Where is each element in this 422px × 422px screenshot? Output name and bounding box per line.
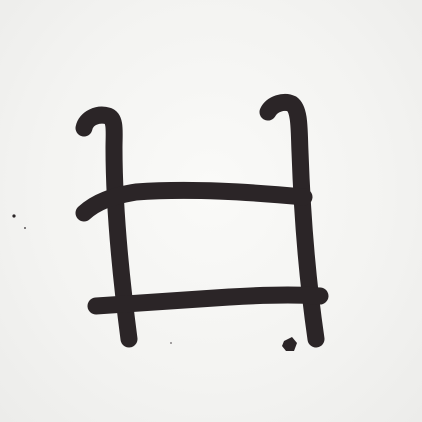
ink-dot <box>170 342 172 344</box>
ink-dot <box>12 214 15 217</box>
ink-speck <box>282 337 297 351</box>
ink-dot <box>24 227 26 229</box>
lower-horizontal-stroke <box>96 295 320 306</box>
